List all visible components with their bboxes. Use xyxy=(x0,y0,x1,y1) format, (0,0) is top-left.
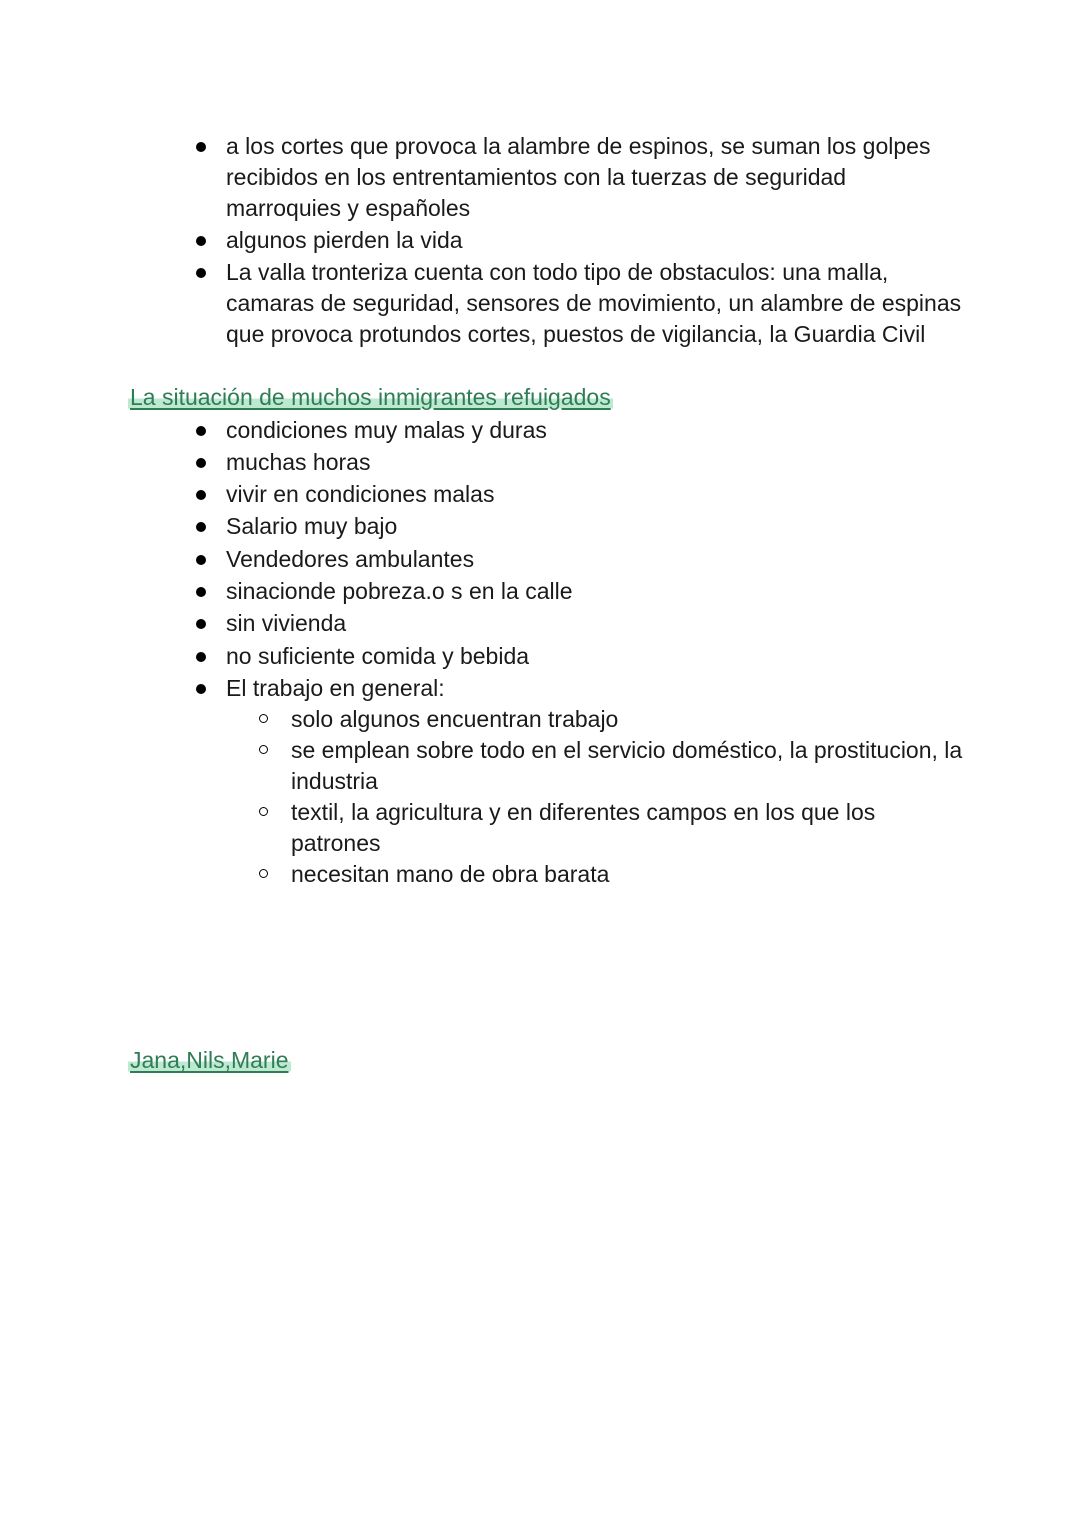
bullet-text: a los cortes que provoca la alambre de espinos, se suman los golpes recibidos en los entrentamientos con la tuerzas de seguridad marroquies y españoles xyxy=(226,133,931,221)
bullet-item xyxy=(226,479,966,510)
bullet-text: condiciones muy malas y duras xyxy=(226,417,547,443)
bullet-item-valla xyxy=(226,257,966,350)
bullet-item xyxy=(226,641,966,672)
bullet-dot xyxy=(196,490,206,500)
bullet-dot xyxy=(196,684,206,694)
bullet-item xyxy=(226,673,966,704)
authors-text: Jana,Nils,Marie xyxy=(130,1047,289,1073)
sub-item-text: textil, la agricultura y en diferentes campos en los que los patrones xyxy=(291,799,876,856)
sub-item-text: necesitan mano de obra barata xyxy=(291,861,610,887)
authors-signature xyxy=(128,1045,291,1076)
sub-list-item xyxy=(291,704,971,735)
sub-list-item xyxy=(291,859,971,890)
bullet-text: no suficiente comida y bebida xyxy=(226,643,530,669)
bullet-text: muchas horas xyxy=(226,449,371,475)
bullet-dot xyxy=(196,522,206,532)
bullet-text: vivir en condiciones malas xyxy=(226,481,495,507)
sub-item-text: solo algunos encuentran trabajo xyxy=(291,706,619,732)
bullet-text: La valla tronteriza cuenta con todo tipo de obstaculos: una malla, camaras de seguridad, sensores de movimiento, un alambre de espinas que provoca protundos cortes, puestos de vigilancia, la Guardia Civil xyxy=(226,259,962,347)
section-heading-situacion xyxy=(128,382,613,413)
sub-bullet-ring xyxy=(259,869,268,878)
sub-item-text: se emplean sobre todo en el servicio doméstico, la prostitucion, la industria xyxy=(291,737,963,794)
bullet-dot xyxy=(196,458,206,468)
bullet-dot xyxy=(196,426,206,436)
bullet-text: sin vivienda xyxy=(226,610,347,636)
bullet-item-cortes xyxy=(226,131,966,224)
bullet-item xyxy=(226,544,966,575)
sub-list-item xyxy=(291,735,971,797)
bullet-text: Vendedores ambulantes xyxy=(226,546,475,572)
bullet-text: El trabajo en general: xyxy=(226,675,445,701)
bullet-item xyxy=(226,608,966,639)
bullet-dot xyxy=(196,555,206,565)
bullet-item xyxy=(226,576,966,607)
sub-list-item xyxy=(291,797,971,859)
bullet-dot xyxy=(196,236,206,246)
bullet-dot xyxy=(196,652,206,662)
heading-text: La situación de muchos inmigrantes refuigados xyxy=(130,384,611,410)
bullet-dot xyxy=(196,587,206,597)
bullet-item xyxy=(226,511,966,542)
bullet-item xyxy=(226,415,966,446)
bullet-text: sinacionde pobreza.o s en la calle xyxy=(226,578,573,604)
bullet-dot xyxy=(196,142,206,152)
bullet-text: Salario muy bajo xyxy=(226,513,398,539)
bullet-dot xyxy=(196,268,206,278)
sub-bullet-ring xyxy=(259,745,268,754)
bullet-item xyxy=(226,447,966,478)
sub-bullet-ring xyxy=(259,714,268,723)
bullet-item-pierden xyxy=(226,225,966,256)
bullet-dot xyxy=(196,619,206,629)
sub-bullet-ring xyxy=(259,807,268,816)
bullet-text: algunos pierden la vida xyxy=(226,227,463,253)
